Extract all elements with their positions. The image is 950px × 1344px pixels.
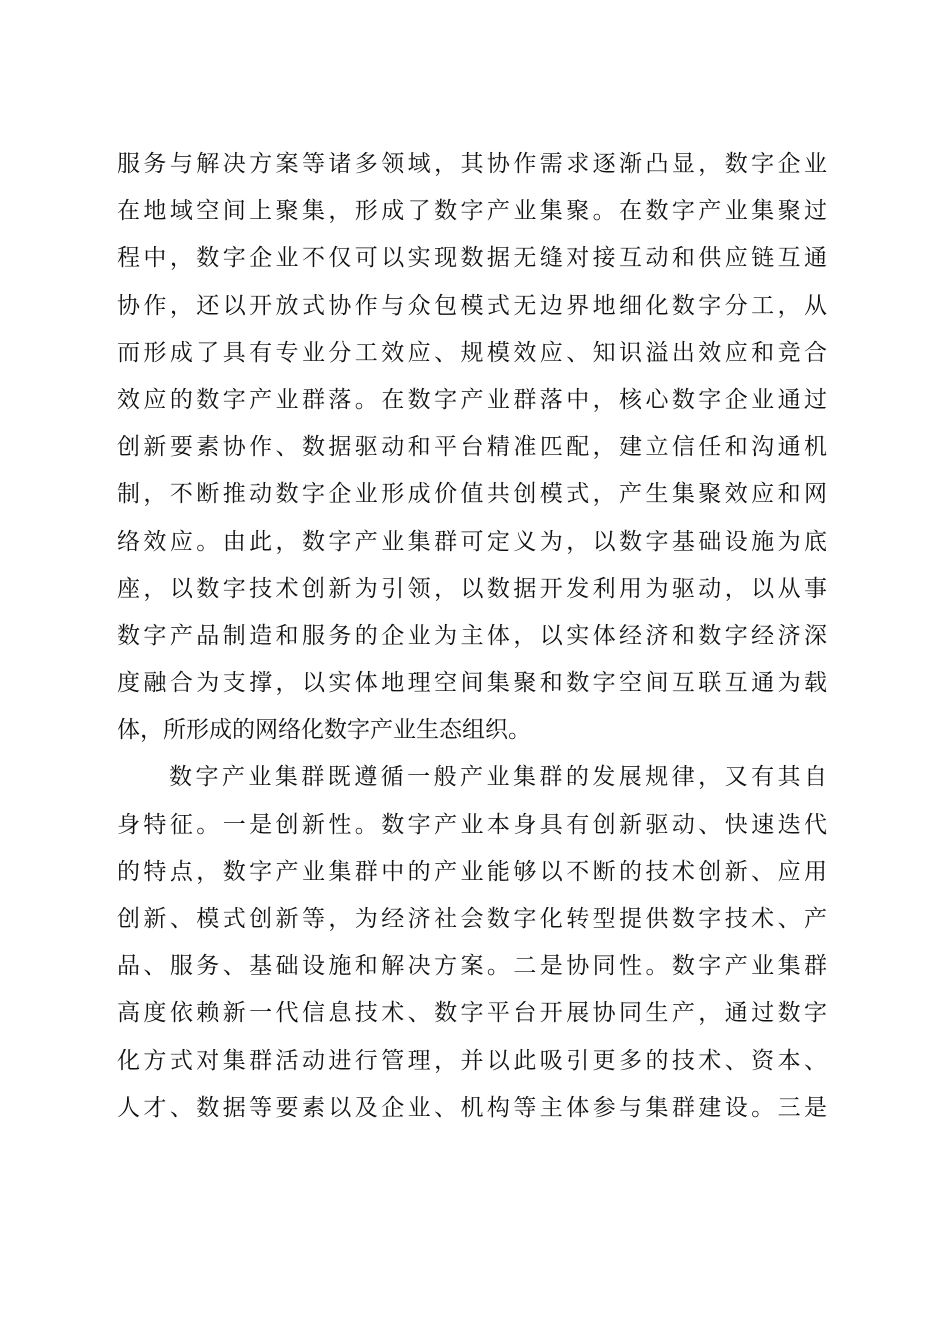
- text-line: 络效应。由此，数字产业集群可定义为，以数字基础设施为底: [117, 528, 827, 555]
- text-line: 协作，还以开放式协作与众包模式无边界地细化数字分工，从: [117, 292, 827, 319]
- text-line: 的特点，数字产业集群中的产业能够以不断的技术创新、应用: [117, 858, 827, 885]
- text-line: 数字产品制造和服务的企业为主体，以实体经济和数字经济深: [117, 622, 827, 649]
- text-line: 在地域空间上聚集，形成了数字产业集聚。在数字产业集聚过: [117, 198, 827, 225]
- text-line: 品、服务、基础设施和解决方案。二是协同性。数字产业集群: [117, 953, 827, 980]
- text-line: 程中，数字企业不仅可以实现数据无缝对接互动和供应链互通: [117, 245, 827, 272]
- text-line: 创新、模式创新等，为经济社会数字化转型提供数字技术、产: [117, 906, 827, 932]
- text-line: 体，所形成的网络化数字产业生态组织。: [117, 717, 531, 744]
- text-line: 座，以数字技术创新为引领，以数据开发利用为驱动，以从事: [117, 575, 827, 602]
- paragraph-1: [117, 141, 827, 754]
- text-line: 人才、数据等要素以及企业、机构等主体参与集群建设。三是: [117, 1094, 827, 1121]
- text-line: 数字产业集群既遵循一般产业集群的发展规律，又有其自: [169, 764, 827, 791]
- body-text: [117, 141, 827, 1132]
- text-line: 效应的数字产业群落。在数字产业群落中，核心数字企业通过: [117, 386, 827, 413]
- text-line: 高度依赖新一代信息技术、数字平台开展协同生产，通过数字: [117, 1000, 827, 1027]
- text-line: 度融合为支撑，以实体地理空间集聚和数字空间互联互通为载: [117, 670, 827, 697]
- text-line: 身特征。一是创新性。数字产业本身具有创新驱动、快速迭代: [117, 811, 827, 838]
- text-line: 服务与解决方案等诸多领域，其协作需求逐渐凸显，数字企业: [117, 151, 827, 177]
- text-line: 而形成了具有专业分工效应、规模效应、知识溢出效应和竞合: [117, 339, 827, 366]
- text-line: 化方式对集群活动进行管理，并以此吸引更多的技术、资本、: [117, 1047, 827, 1074]
- text-line: 制，不断推动数字企业形成价值共创模式，产生集聚效应和网: [117, 481, 827, 508]
- text-line: 创新要素协作、数据驱动和平台精准匹配，建立信任和沟通机: [117, 434, 827, 461]
- paragraph-2: [117, 754, 827, 1132]
